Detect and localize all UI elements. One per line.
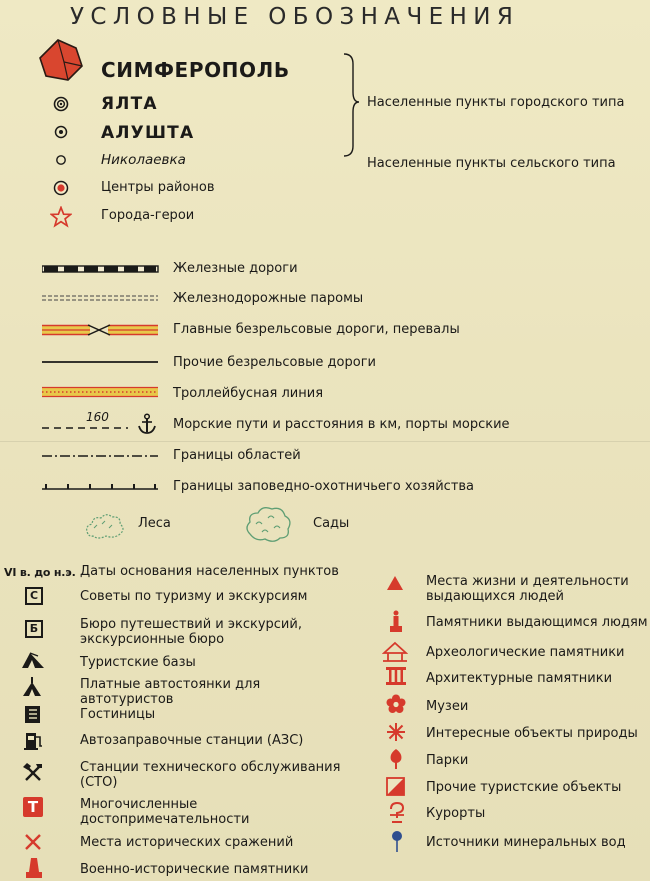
sea-distance-label: 160 bbox=[86, 410, 109, 424]
paid-parking-icon bbox=[21, 676, 43, 698]
ferries-label: Железнодорожные паромы bbox=[173, 291, 364, 306]
tourism-councils-label: Советы по туризму и экскурсиям bbox=[80, 589, 308, 604]
reserve-border-icon bbox=[42, 482, 160, 492]
monuments-people-label: Памятники выдающимся людям bbox=[426, 615, 648, 630]
paid-parking-label: Платные автостоянки для автотуристов bbox=[80, 677, 261, 707]
urban-type-label: Населенные пункты городского типа bbox=[367, 95, 625, 110]
other-roads-label: Прочие безрельсовые дороги bbox=[173, 355, 376, 370]
archaeological-icon bbox=[382, 641, 408, 663]
other-tourist-object-icon bbox=[386, 777, 406, 797]
gardens-label: Сады bbox=[313, 516, 350, 531]
alushta-label: АЛУШТА bbox=[101, 123, 195, 143]
large-town-icon bbox=[53, 96, 69, 112]
anchor-icon bbox=[137, 413, 157, 435]
region-borders-label: Границы областей bbox=[173, 448, 301, 463]
settlements-brace bbox=[340, 52, 362, 160]
hotel-icon bbox=[24, 704, 42, 724]
hotels-label: Гостиницы bbox=[80, 707, 156, 722]
nature-object-icon bbox=[386, 722, 406, 742]
nikolaevka-label: Николаевка bbox=[101, 152, 186, 168]
architectural-icon bbox=[385, 665, 407, 687]
village-icon bbox=[55, 154, 67, 166]
town-icon bbox=[54, 125, 68, 139]
archaeological-label: Археологические памятники bbox=[426, 645, 625, 660]
founding-date-marker: VI в. до н.э. bbox=[4, 566, 76, 579]
mineral-spring-icon bbox=[390, 830, 404, 854]
railway-ferry-icon bbox=[42, 293, 160, 303]
famous-people-places-label: Места жизни и деятельности выдающихся людей bbox=[426, 574, 629, 604]
rural-type-label: Населенные пункты сельского типа bbox=[367, 156, 616, 171]
hero-cities-label: Города-герои bbox=[101, 208, 195, 223]
hero-city-star-icon bbox=[50, 206, 72, 228]
monument-to-people-icon bbox=[388, 610, 404, 634]
railways-label: Железные дороги bbox=[173, 261, 298, 276]
main-roads-label: Главные безрельсовые дороги, перевалы bbox=[173, 322, 460, 337]
district-centers-label: Центры районов bbox=[101, 180, 215, 195]
mineral-springs-label: Источники минеральных вод bbox=[426, 835, 626, 850]
paper-fold bbox=[0, 441, 650, 442]
other-road-icon bbox=[42, 359, 160, 365]
travel-bureau-icon: Б bbox=[25, 620, 43, 638]
famous-people-place-icon bbox=[386, 574, 404, 592]
military-monument-icon bbox=[25, 856, 43, 880]
trolleybus-line-icon bbox=[42, 385, 160, 399]
garden-icon bbox=[244, 504, 294, 544]
gas-station-icon bbox=[24, 729, 44, 751]
travel-bureaus-label: Бюро путешествий и экскурсий, экскурсионные бюро bbox=[80, 617, 302, 647]
reserve-borders-label: Границы заповедно-охотничьего хозяйства bbox=[173, 479, 475, 494]
battles-label: Места исторических сражений bbox=[80, 835, 294, 850]
region-border-icon bbox=[42, 453, 160, 459]
gas-stations-label: Автозаправочные станции (АЗС) bbox=[80, 733, 304, 748]
district-center-icon bbox=[53, 180, 69, 196]
service-stations-label: Станции технического обслуживания (СТО) bbox=[80, 760, 341, 790]
trolleybus-label: Троллейбусная линия bbox=[173, 386, 324, 401]
military-monuments-label: Военно-исторические памятники bbox=[80, 862, 309, 877]
resorts-label: Курорты bbox=[426, 806, 486, 821]
sea-routes-label: Морские пути и расстояния в км, порты морские bbox=[173, 417, 510, 432]
park-tree-icon bbox=[388, 748, 404, 770]
tourism-council-icon: С bbox=[25, 587, 43, 605]
yalta-label: ЯЛТА bbox=[101, 94, 158, 114]
battle-site-icon bbox=[24, 833, 42, 851]
tourist-bases-label: Туристские базы bbox=[80, 655, 196, 670]
tourist-base-tent-icon bbox=[21, 650, 45, 670]
railway-icon bbox=[42, 264, 160, 274]
resort-icon bbox=[386, 801, 408, 825]
forest-icon bbox=[84, 512, 126, 542]
museums-label: Музеи bbox=[426, 699, 469, 714]
other-tourist-label: Прочие туристские объекты bbox=[426, 780, 622, 795]
museum-flower-icon bbox=[386, 694, 406, 714]
forests-label: Леса bbox=[138, 516, 171, 531]
nature-objects-label: Интересные объекты природы bbox=[426, 726, 638, 741]
sights-icon: Т bbox=[23, 797, 43, 817]
founding-dates-label: Даты основания населенных пунктов bbox=[80, 564, 339, 579]
simferopol-label: СИМФЕРОПОЛЬ bbox=[101, 58, 290, 82]
architectural-label: Архитектурные памятники bbox=[426, 671, 613, 686]
sights-label: Многочисленные достопримечательности bbox=[80, 797, 250, 827]
parks-label: Парки bbox=[426, 753, 469, 768]
main-road-pass-icon bbox=[42, 322, 160, 338]
legend-title: УСЛОВНЫЕ ОБОЗНАЧЕНИЯ bbox=[70, 4, 520, 30]
service-station-tools-icon bbox=[22, 762, 44, 784]
capital-city-icon bbox=[38, 36, 86, 84]
